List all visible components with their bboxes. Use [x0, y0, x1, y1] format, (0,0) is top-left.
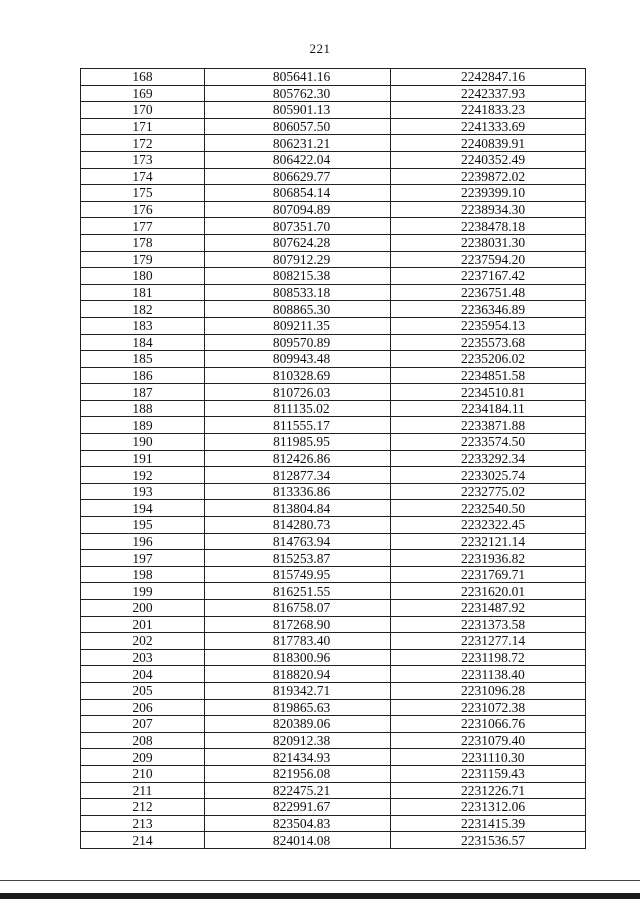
table-row	[81, 317, 586, 334]
point-number-cell: 193	[81, 483, 205, 500]
table-row	[81, 151, 586, 168]
table-row	[81, 400, 586, 417]
table-row	[81, 583, 586, 600]
point-number-cell: 175	[81, 185, 205, 202]
point-number-cell: 189	[81, 417, 205, 434]
y-coordinate-cell: 2234184.11	[391, 400, 586, 417]
point-number-cell: 190	[81, 434, 205, 451]
table-row	[81, 500, 586, 517]
y-coordinate-cell: 2231936.82	[391, 550, 586, 567]
table-row	[81, 815, 586, 832]
y-coordinate-cell: 2236346.89	[391, 301, 586, 318]
table-row	[81, 517, 586, 534]
point-number-cell: 199	[81, 583, 205, 600]
point-number-cell: 181	[81, 284, 205, 301]
y-coordinate-cell: 2241833.23	[391, 102, 586, 119]
table-row	[81, 69, 586, 86]
table-row	[81, 384, 586, 401]
x-coordinate-cell: 813804.84	[205, 500, 391, 517]
point-number-cell: 180	[81, 268, 205, 285]
x-coordinate-cell: 820389.06	[205, 716, 391, 733]
x-coordinate-cell: 817268.90	[205, 616, 391, 633]
x-coordinate-cell: 813336.86	[205, 483, 391, 500]
x-coordinate-cell: 810328.69	[205, 367, 391, 384]
point-number-cell: 186	[81, 367, 205, 384]
y-coordinate-cell: 2231159.43	[391, 765, 586, 782]
point-number-cell: 211	[81, 782, 205, 799]
x-coordinate-cell: 807094.89	[205, 201, 391, 218]
x-coordinate-cell: 820912.38	[205, 732, 391, 749]
y-coordinate-cell: 2231487.92	[391, 600, 586, 617]
y-coordinate-cell: 2235954.13	[391, 317, 586, 334]
y-coordinate-cell: 2231198.72	[391, 649, 586, 666]
point-number-cell: 173	[81, 151, 205, 168]
y-coordinate-cell: 2231066.76	[391, 716, 586, 733]
page-number: 221	[309, 41, 331, 56]
table-row	[81, 367, 586, 384]
point-number-cell: 213	[81, 815, 205, 832]
table-row	[81, 301, 586, 318]
table-row	[81, 633, 586, 650]
y-coordinate-cell: 2237167.42	[391, 268, 586, 285]
table-row	[81, 600, 586, 617]
table-row	[81, 168, 586, 185]
x-coordinate-cell: 822991.67	[205, 799, 391, 816]
x-coordinate-cell: 818820.94	[205, 666, 391, 683]
y-coordinate-cell: 2231072.38	[391, 699, 586, 716]
y-coordinate-cell: 2238478.18	[391, 218, 586, 235]
point-number-cell: 184	[81, 334, 205, 351]
y-coordinate-cell: 2232775.02	[391, 483, 586, 500]
x-coordinate-cell: 811135.02	[205, 400, 391, 417]
table-row	[81, 268, 586, 285]
point-number-cell: 201	[81, 616, 205, 633]
y-coordinate-cell: 2237594.20	[391, 251, 586, 268]
y-coordinate-cell: 2233574.50	[391, 434, 586, 451]
x-coordinate-cell: 812877.34	[205, 467, 391, 484]
point-number-cell: 197	[81, 550, 205, 567]
y-coordinate-cell: 2238934.30	[391, 201, 586, 218]
y-coordinate-cell: 2234851.58	[391, 367, 586, 384]
x-coordinate-cell: 806629.77	[205, 168, 391, 185]
table-row	[81, 550, 586, 567]
y-coordinate-cell: 2239399.10	[391, 185, 586, 202]
x-coordinate-cell: 812426.86	[205, 450, 391, 467]
point-number-cell: 206	[81, 699, 205, 716]
table-row	[81, 699, 586, 716]
x-coordinate-cell: 811985.95	[205, 434, 391, 451]
table-row	[81, 185, 586, 202]
y-coordinate-cell: 2239872.02	[391, 168, 586, 185]
y-coordinate-cell: 2236751.48	[391, 284, 586, 301]
table-row	[81, 417, 586, 434]
point-number-cell: 214	[81, 832, 205, 849]
table-row	[81, 334, 586, 351]
coordinate-table	[80, 68, 586, 849]
table-row	[81, 102, 586, 119]
x-coordinate-cell: 809943.48	[205, 351, 391, 368]
x-coordinate-cell: 807624.28	[205, 234, 391, 251]
table-row	[81, 799, 586, 816]
point-number-cell: 172	[81, 135, 205, 152]
y-coordinate-cell: 2232322.45	[391, 517, 586, 534]
x-coordinate-cell: 809570.89	[205, 334, 391, 351]
point-number-cell: 168	[81, 69, 205, 86]
point-number-cell: 204	[81, 666, 205, 683]
x-coordinate-cell: 819342.71	[205, 682, 391, 699]
table-row	[81, 218, 586, 235]
table-row	[81, 118, 586, 135]
x-coordinate-cell: 823504.83	[205, 815, 391, 832]
table-row	[81, 483, 586, 500]
y-coordinate-cell: 2241333.69	[391, 118, 586, 135]
point-number-cell: 176	[81, 201, 205, 218]
table-row	[81, 782, 586, 799]
y-coordinate-cell: 2231277.14	[391, 633, 586, 650]
x-coordinate-cell: 808865.30	[205, 301, 391, 318]
x-coordinate-cell: 817783.40	[205, 633, 391, 650]
y-coordinate-cell: 2231312.06	[391, 799, 586, 816]
point-number-cell: 194	[81, 500, 205, 517]
x-coordinate-cell: 808533.18	[205, 284, 391, 301]
x-coordinate-cell: 806231.21	[205, 135, 391, 152]
point-number-cell: 169	[81, 85, 205, 102]
x-coordinate-cell: 807351.70	[205, 218, 391, 235]
point-number-cell: 198	[81, 566, 205, 583]
x-coordinate-cell: 806057.50	[205, 118, 391, 135]
x-coordinate-cell: 805762.30	[205, 85, 391, 102]
bottom-divider	[0, 880, 640, 881]
point-number-cell: 196	[81, 533, 205, 550]
table-row	[81, 616, 586, 633]
x-coordinate-cell: 814280.73	[205, 517, 391, 534]
point-number-cell: 179	[81, 251, 205, 268]
x-coordinate-cell: 806422.04	[205, 151, 391, 168]
x-coordinate-cell: 821956.08	[205, 765, 391, 782]
x-coordinate-cell: 822475.21	[205, 782, 391, 799]
y-coordinate-cell: 2231079.40	[391, 732, 586, 749]
x-coordinate-cell: 821434.93	[205, 749, 391, 766]
y-coordinate-cell: 2231226.71	[391, 782, 586, 799]
x-coordinate-cell: 815253.87	[205, 550, 391, 567]
table-row	[81, 284, 586, 301]
y-coordinate-cell: 2242847.16	[391, 69, 586, 86]
table-row	[81, 135, 586, 152]
table-row	[81, 666, 586, 683]
x-coordinate-cell: 815749.95	[205, 566, 391, 583]
table-row	[81, 732, 586, 749]
table-row	[81, 251, 586, 268]
table-row	[81, 351, 586, 368]
table-row	[81, 450, 586, 467]
coordinate-table-body	[81, 69, 586, 849]
y-coordinate-cell: 2240839.91	[391, 135, 586, 152]
y-coordinate-cell: 2231096.28	[391, 682, 586, 699]
y-coordinate-cell: 2232121.14	[391, 533, 586, 550]
point-number-cell: 210	[81, 765, 205, 782]
y-coordinate-cell: 2231536.57	[391, 832, 586, 849]
point-number-cell: 178	[81, 234, 205, 251]
table-row	[81, 749, 586, 766]
point-number-cell: 191	[81, 450, 205, 467]
x-coordinate-cell: 811555.17	[205, 417, 391, 434]
point-number-cell: 212	[81, 799, 205, 816]
point-number-cell: 202	[81, 633, 205, 650]
x-coordinate-cell: 816758.07	[205, 600, 391, 617]
y-coordinate-cell: 2232540.50	[391, 500, 586, 517]
y-coordinate-cell: 2233292.34	[391, 450, 586, 467]
table-row	[81, 201, 586, 218]
scan-bottom-edge	[0, 893, 640, 899]
point-number-cell: 183	[81, 317, 205, 334]
y-coordinate-cell: 2231373.58	[391, 616, 586, 633]
table-row	[81, 434, 586, 451]
table-row	[81, 682, 586, 699]
table-row	[81, 467, 586, 484]
point-number-cell: 200	[81, 600, 205, 617]
x-coordinate-cell: 810726.03	[205, 384, 391, 401]
table-row	[81, 85, 586, 102]
point-number-cell: 208	[81, 732, 205, 749]
point-number-cell: 205	[81, 682, 205, 699]
y-coordinate-cell: 2233871.88	[391, 417, 586, 434]
table-row	[81, 716, 586, 733]
point-number-cell: 174	[81, 168, 205, 185]
table-row	[81, 566, 586, 583]
y-coordinate-cell: 2238031.30	[391, 234, 586, 251]
x-coordinate-cell: 816251.55	[205, 583, 391, 600]
table-row	[81, 649, 586, 666]
x-coordinate-cell: 805641.16	[205, 69, 391, 86]
y-coordinate-cell: 2233025.74	[391, 467, 586, 484]
x-coordinate-cell: 806854.14	[205, 185, 391, 202]
y-coordinate-cell: 2231769.71	[391, 566, 586, 583]
point-number-cell: 170	[81, 102, 205, 119]
table-row	[81, 234, 586, 251]
x-coordinate-cell: 809211.35	[205, 317, 391, 334]
x-coordinate-cell: 814763.94	[205, 533, 391, 550]
x-coordinate-cell: 819865.63	[205, 699, 391, 716]
point-number-cell: 177	[81, 218, 205, 235]
y-coordinate-cell: 2234510.81	[391, 384, 586, 401]
point-number-cell: 207	[81, 716, 205, 733]
table-row	[81, 832, 586, 849]
point-number-cell: 188	[81, 400, 205, 417]
x-coordinate-cell: 808215.38	[205, 268, 391, 285]
y-coordinate-cell: 2240352.49	[391, 151, 586, 168]
x-coordinate-cell: 805901.13	[205, 102, 391, 119]
point-number-cell: 187	[81, 384, 205, 401]
point-number-cell: 182	[81, 301, 205, 318]
point-number-cell: 185	[81, 351, 205, 368]
y-coordinate-cell: 2231110.30	[391, 749, 586, 766]
point-number-cell: 192	[81, 467, 205, 484]
point-number-cell: 171	[81, 118, 205, 135]
point-number-cell: 195	[81, 517, 205, 534]
x-coordinate-cell: 807912.29	[205, 251, 391, 268]
y-coordinate-cell: 2235206.02	[391, 351, 586, 368]
y-coordinate-cell: 2231138.40	[391, 666, 586, 683]
y-coordinate-cell: 2235573.68	[391, 334, 586, 351]
point-number-cell: 209	[81, 749, 205, 766]
point-number-cell: 203	[81, 649, 205, 666]
y-coordinate-cell: 2231415.39	[391, 815, 586, 832]
y-coordinate-cell: 2231620.01	[391, 583, 586, 600]
table-row	[81, 765, 586, 782]
table-row	[81, 533, 586, 550]
y-coordinate-cell: 2242337.93	[391, 85, 586, 102]
x-coordinate-cell: 824014.08	[205, 832, 391, 849]
x-coordinate-cell: 818300.96	[205, 649, 391, 666]
